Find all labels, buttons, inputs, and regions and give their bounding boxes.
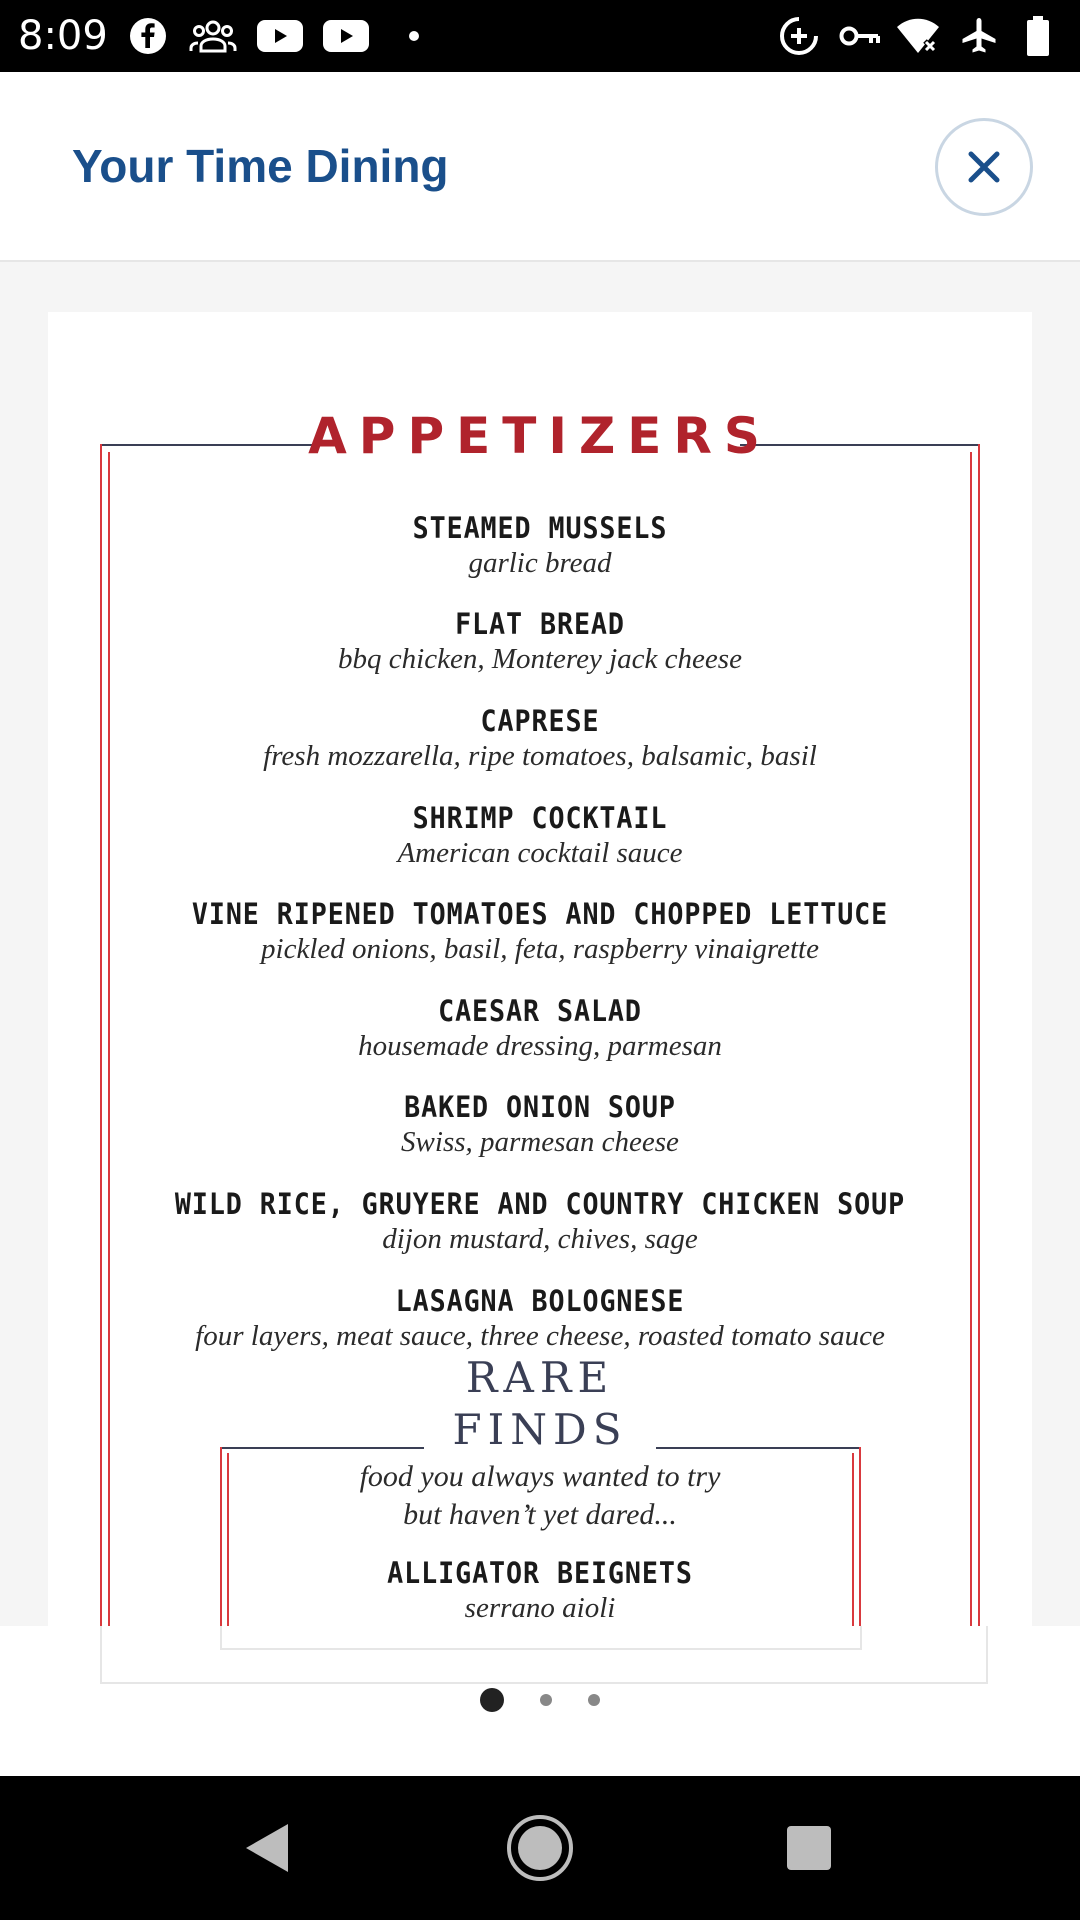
item-description: dijon mustard, chives, sage — [382, 1223, 698, 1255]
menu-item — [48, 993, 1032, 1063]
rare-finds-title — [48, 1352, 1032, 1456]
section-title: APPETIZERS — [308, 407, 772, 465]
menu-item — [48, 800, 1032, 870]
item-name: FLAT BREAD — [455, 607, 625, 641]
item-name: LASAGNA BOLOGNESE — [395, 1284, 685, 1318]
rare-box-bottom-edge — [220, 1626, 862, 1650]
youtube-icon — [256, 16, 304, 56]
pager-strip — [0, 1626, 1080, 1776]
facebook-icon — [128, 16, 168, 56]
item-description: housemade dressing, parmesan — [358, 1030, 722, 1062]
menu-item — [48, 510, 1032, 580]
menu-item — [48, 1089, 1032, 1159]
page-title: Your Time Dining — [72, 140, 449, 192]
item-name: WILD RICE, GRUYERE AND COUNTRY CHICKEN SOUP — [174, 1187, 906, 1221]
close-button[interactable] — [935, 118, 1033, 216]
item-description: fresh mozzarella, ripe tomatoes, balsamic, basil — [263, 740, 817, 772]
menu-item — [48, 703, 1032, 773]
battery-icon — [1026, 16, 1050, 56]
page-indicator-dot[interactable] — [540, 1694, 552, 1706]
wifi-off-icon — [894, 16, 942, 56]
item-name: BAKED ONION SOUP — [404, 1090, 676, 1124]
youtube-icon — [322, 16, 370, 56]
item-name: ALLIGATOR BEIGNETS — [387, 1556, 693, 1590]
item-description: pickled onions, basil, feta, raspberry vinaigrette — [261, 933, 819, 965]
menu-item — [48, 1186, 1032, 1256]
content-area[interactable] — [0, 264, 1080, 1626]
airplane-icon — [958, 16, 1000, 56]
status-bar — [0, 0, 1080, 72]
menu-page-image[interactable] — [48, 312, 1032, 1626]
rare-menu-item — [48, 1555, 1032, 1625]
menu-item — [48, 606, 1032, 676]
rare-subtitle-line: food you always wanted to try — [359, 1460, 721, 1493]
menu-item — [48, 896, 1032, 966]
item-description: bbq chicken, Monterey jack cheese — [338, 643, 742, 675]
rare-subtitle-line: but haven’t yet dared... — [403, 1498, 677, 1531]
item-name: SHRIMP COCKTAIL — [412, 801, 668, 835]
dot-icon — [404, 16, 424, 56]
home-button[interactable] — [480, 1776, 600, 1920]
item-description: garlic bread — [468, 547, 612, 579]
app-header — [0, 72, 1080, 262]
vpn-key-icon — [838, 16, 882, 56]
item-name: CAESAR SALAD — [438, 994, 642, 1028]
item-name: VINE RIPENED TOMATOES AND CHOPPED LETTUCE — [191, 897, 889, 931]
recents-icon — [785, 1824, 833, 1872]
item-name: STEAMED MUSSELS — [412, 511, 668, 545]
rare-finds-subtitle — [48, 1458, 1032, 1534]
item-description: American cocktail sauce — [397, 837, 683, 869]
recents-button[interactable] — [749, 1776, 869, 1920]
item-description: four layers, meat sauce, three cheese, roasted tomato sauce — [195, 1320, 885, 1352]
people-icon — [188, 16, 238, 56]
home-icon — [506, 1814, 574, 1882]
back-icon — [242, 1822, 292, 1874]
status-time: 8:09 — [18, 13, 108, 59]
item-description: Swiss, parmesan cheese — [401, 1126, 679, 1158]
item-description: serrano aioli — [464, 1592, 616, 1624]
rare-title-line: RARE — [465, 1353, 615, 1402]
back-button[interactable] — [207, 1776, 327, 1920]
page-indicator-dot-active[interactable] — [480, 1688, 504, 1712]
data-saver-icon — [778, 16, 820, 56]
page-indicator-dot[interactable] — [588, 1694, 600, 1706]
menu-item — [48, 1283, 1032, 1353]
item-name: CAPRESE — [480, 704, 600, 738]
navigation-bar — [0, 1776, 1080, 1920]
rare-title-line: FINDS — [452, 1405, 628, 1454]
close-icon — [966, 149, 1002, 185]
